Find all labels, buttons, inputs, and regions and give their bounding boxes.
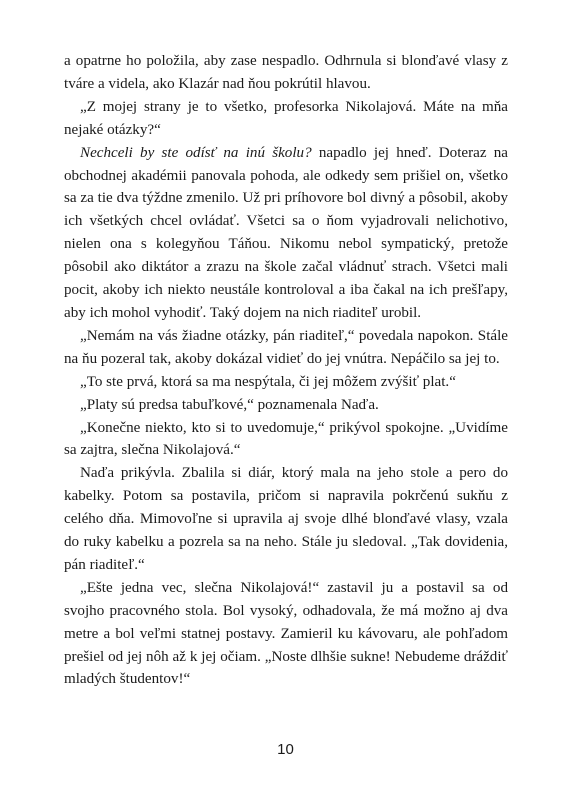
paragraph-2-text: „Z mojej strany je to všetko, profesorka Nikolajová. Máte na mňa nejaké otázky?“ xyxy=(64,98,508,138)
page-text xyxy=(64,50,508,691)
paragraph-5 xyxy=(64,371,508,394)
paragraph-8-text: Naďa prikývla. Zbalila si diár, ktorý mala na jeho stole a pero do kabelky. Potom sa postavila, pričom si napravila pokrčenú sukňu z celého dňa. Mimovoľne si upravila aj svoje dlhé blonďavé vlasy, vzala do ruky kabelku a pozrela sa na neho. Stále ju sledoval. „Tak dovidenia, pán riaditeľ.“ xyxy=(64,465,508,573)
paragraph-4-text: „Nemám na vás žiadne otázky, pán riaditeľ,“ povedala napokon. Stále na ňu pozeral tak, akoby dokázal vidieť do jej vnútra. Nepáčilo sa jej to. xyxy=(64,327,508,367)
paragraph-4 xyxy=(64,325,508,371)
paragraph-3 xyxy=(64,142,508,325)
paragraph-9-text: „Ešte jedna vec, slečna Nikolajová!“ zastavil ju a postavil sa od svojho pracovného stola. Bol vysoký, odhadovala, že má možno aj dva metre a bol veľmi statnej postavy. Zamieril ku kávovaru, ale pohľadom prešiel od jej nôh až k jej očiam. „Noste dlhšie sukne! Nebudeme dráždiť mladých študentov!“ xyxy=(64,579,508,688)
paragraph-5-text: „To ste prvá, ktorá sa ma nespýtala, či jej môžem zvýšiť plat.“ xyxy=(80,373,456,390)
paragraph-2 xyxy=(64,96,508,142)
paragraph-7 xyxy=(64,417,508,463)
paragraph-1-text: a opatrne ho položila, aby zase nespadlo. Odhrnula si blonďavé vlasy z tváre a videla, ako Klazár nad ňou pokrútil hlavou. xyxy=(64,53,508,92)
paragraph-8 xyxy=(64,462,508,577)
paragraph-7-text: „Konečne niekto, kto si to uvedomuje,“ prikývol spokojne. „Uvidíme sa zajtra, slečna Nikolajová.“ xyxy=(64,419,508,459)
paragraph-3-italic: Nechceli by ste odísť na inú školu? xyxy=(80,144,312,161)
paragraph-6-text: „Platy sú predsa tabuľkové,“ poznamenala Naďa. xyxy=(80,396,379,413)
paragraph-6 xyxy=(64,394,508,417)
page-number: 10 xyxy=(277,741,294,758)
paragraph-3-text: napadlo jej hneď. Doteraz na obchodnej akadémii panovala pohoda, ale odkedy sem prišiel on, všetko sa za tie dva týždne zmenilo. Už pri príhovore bol divný a pôsobil, akoby ich všetkých chcel ovládať. Všetci sa o ňom vyjadrovali nelichotivo, nielen ona s kolegyňou Táňou. Nikomu nebol sympatický, pretože pôsobil ako diktátor a zrazu na škole začal vládnuť strach. Všetci mali pocit, akoby ich niekto neustále kontroloval a iba čakal na ich prešľapy, aby ich mohol vyhodiť. Taký dojem na nich riaditeľ urobil. xyxy=(64,144,508,321)
paragraph-9 xyxy=(64,577,508,692)
paragraph-1 xyxy=(64,50,508,96)
